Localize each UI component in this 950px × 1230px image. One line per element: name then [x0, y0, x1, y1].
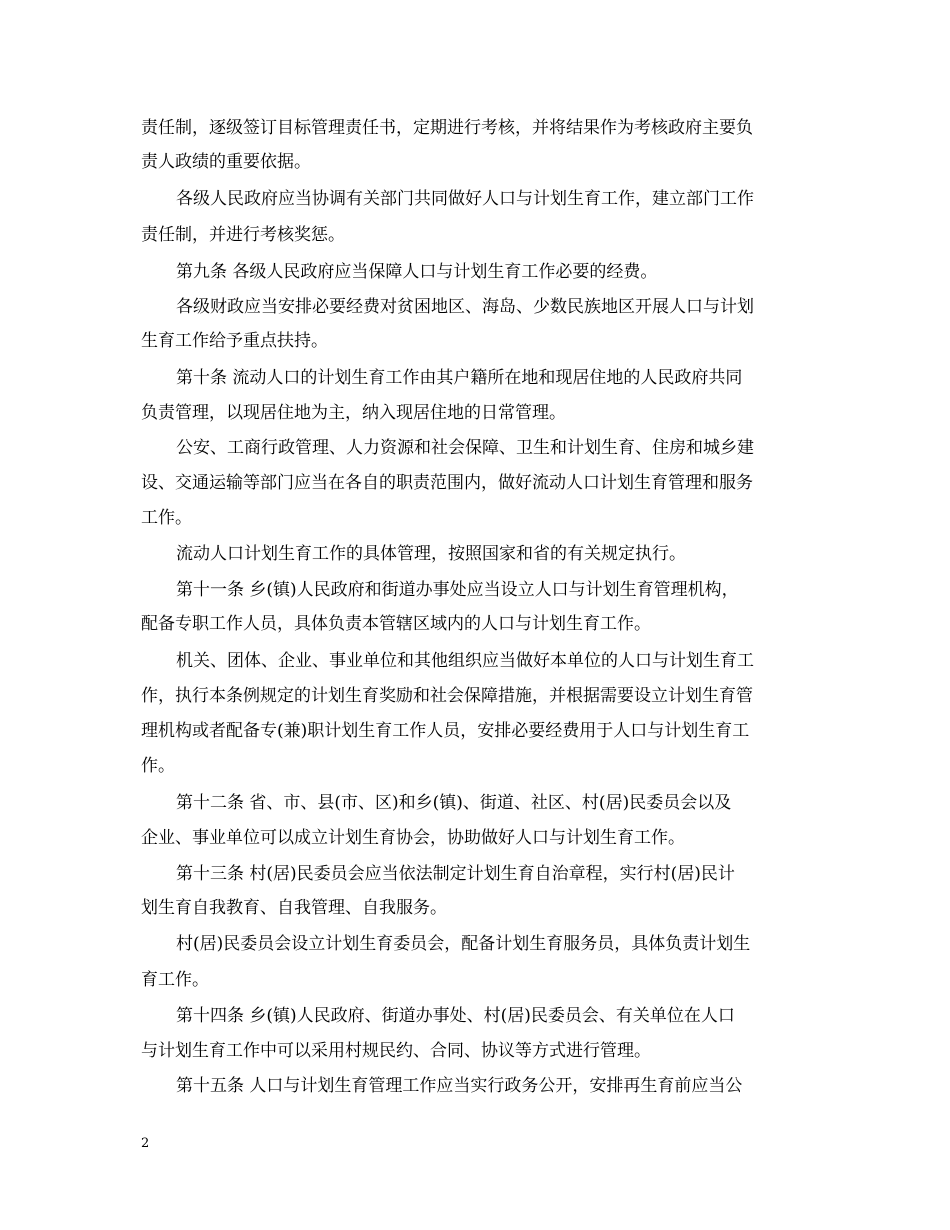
text-line: 第十二条 省、市、县(市、区)和乡(镇)、街道、社区、村(居)民委员会以及 — [176, 793, 732, 813]
text-line: 工作。 — [141, 508, 192, 528]
text-line: 理机构或者配备专(兼)职计划生育工作人员，安排必要经费用于人口与计划生育工 — [141, 721, 750, 741]
text-line: 设、交通运输等部门应当在各自的职责范围内，做好流动人口计划生育管理和服务 — [141, 473, 753, 493]
text-line: 配备专职工作人员，具体负责本管辖区域内的人口与计划生育工作。 — [141, 614, 651, 634]
text-line: 与计划生育工作中可以采用村规民约、合同、协议等方式进行管理。 — [141, 1041, 651, 1061]
text-line: 各级人民政府应当协调有关部门共同做好人口与计划生育工作，建立部门工作 — [176, 189, 754, 209]
page-number: 2 — [141, 1136, 150, 1151]
text-line: 生育工作给予重点扶持。 — [141, 331, 328, 351]
text-line: 流动人口计划生育工作的具体管理，按照国家和省的有关规定执行。 — [176, 544, 686, 564]
text-line: 第九条 各级人民政府应当保障人口与计划生育工作必要的经费。 — [176, 262, 658, 282]
text-line: 负责管理，以现居住地为主，纳入现居住地的日常管理。 — [141, 403, 566, 423]
text-line: 作。 — [141, 756, 175, 776]
text-line: 划生育自我教育、自我管理、自我服务。 — [141, 898, 447, 918]
text-line: 责人政绩的重要依据。 — [141, 152, 311, 172]
text-line: 育工作。 — [141, 970, 209, 990]
text-line: 作，执行本条例规定的计划生育奖励和社会保障措施，并根据需要设立计划生育管 — [141, 686, 753, 706]
text-line: 第十四条 乡(镇)人民政府、街道办事处、村(居)民委员会、有关单位在人口 — [176, 1006, 735, 1026]
text-line: 责任制，并进行考核奖惩。 — [141, 225, 345, 245]
text-line: 企业、事业单位可以成立计划生育协会，协助做好人口与计划生育工作。 — [141, 828, 685, 848]
text-line: 第十三条 村(居)民委员会应当依法制定计划生育自治章程，实行村(居)民计 — [176, 864, 735, 884]
text-line: 第十五条 人口与计划生育管理工作应当实行政务公开，安排再生育前应当公 — [176, 1076, 743, 1096]
text-line: 各级财政应当安排必要经费对贫困地区、海岛、少数民族地区开展人口与计划 — [176, 297, 754, 317]
text-line: 村(居)民委员会设立计划生育委员会，配备计划生育服务员，具体负责计划生 — [176, 934, 751, 954]
text-line: 公安、工商行政管理、人力资源和社会保障、卫生和计划生育、住房和城乡建 — [176, 438, 754, 458]
text-line: 第十一条 乡(镇)人民政府和街道办事处应当设立人口与计划生育管理机构， — [176, 580, 739, 600]
text-line: 第十条 流动人口的计划生育工作由其户籍所在地和现居住地的人民政府共同 — [176, 368, 743, 388]
text-line: 责任制，逐级签订目标管理责任书，定期进行考核，并将结果作为考核政府主要负 — [141, 118, 753, 138]
text-line: 机关、团体、企业、事业单位和其他组织应当做好本单位的人口与计划生育工 — [176, 651, 754, 671]
